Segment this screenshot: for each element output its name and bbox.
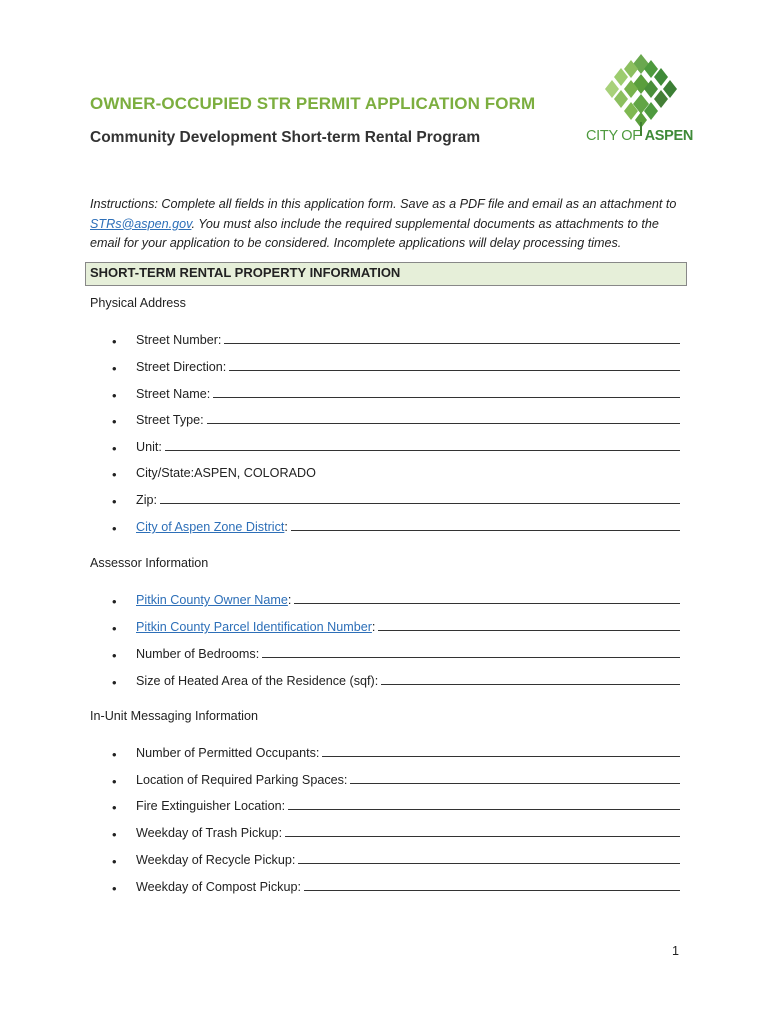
field-input-line[interactable] [262,656,680,658]
form-field-row [112,440,680,458]
form-title: OWNER-OCCUPIED STR PERMIT APPLICATION FORM [90,94,536,113]
form-field-row [112,799,680,817]
instructions-prefix: Instructions: Complete all fields in this application form. Save as a PDF file and email as an attachment to [90,197,677,211]
bullet-icon: • [112,594,117,609]
field-input-line[interactable] [160,502,680,504]
instructions-suffix: . You must also include the required supplemental documents as attachments to the email for your application to be considered. Incomplete applications will delay processing times. [90,216,659,250]
form-field-row [112,746,680,764]
section-title: SHORT-TERM RENTAL PROPERTY INFORMATION [90,265,401,280]
bullet-icon: • [112,621,117,636]
logo-text-light: CITY OF [586,128,645,144]
field-input-line[interactable] [350,782,680,784]
form-field-row [112,593,680,611]
field-input-line[interactable] [291,529,680,531]
field-input-line[interactable] [165,449,680,451]
field-input-line[interactable] [207,422,680,424]
field-input-line[interactable] [285,835,680,837]
form-field-row [112,493,680,511]
field-label: Street Direction: [136,360,227,374]
logo-wordmark [586,128,696,144]
form-subtitle: Community Development Short-term Rental Program [90,129,481,146]
bullet-icon: • [112,827,117,842]
field-label-suffix: : [287,593,292,607]
field-input-line[interactable] [294,602,680,604]
field-label-suffix: : [371,620,376,634]
field-assessor-0 [136,593,680,607]
bullet-icon: • [112,675,117,690]
form-field-row [112,674,680,692]
bullet-icon: • [112,388,117,403]
field-label: Street Type: [136,413,204,427]
field-input-line[interactable] [378,629,680,631]
bullet-icon: • [112,747,117,762]
page-number: 1 [672,944,680,958]
field-label: Street Name: [136,387,211,401]
field-label: Size of Heated Area of the Residence (sqf): [136,674,379,688]
form-field-row [112,466,680,484]
form-field-row [112,387,680,405]
form-field-row [112,647,680,665]
field-input-line[interactable] [304,889,680,891]
bullet-icon: • [112,521,117,536]
bullet-icon: • [112,361,117,376]
field-label-link[interactable]: City of Aspen Zone District [136,520,285,534]
field-messaging-3 [136,826,680,840]
bullet-icon: • [112,648,117,663]
field-input-line[interactable] [224,342,680,344]
bullet-icon: • [112,881,117,896]
logo-text-bold: ASPEN [644,128,694,144]
bullet-icon: • [112,774,117,789]
field-label: Number of Bedrooms: [136,647,260,661]
field-messaging-5 [136,880,680,894]
form-field-row [112,826,680,844]
form-field-row [112,620,680,638]
field-physical-3 [136,413,680,427]
field-physical-0 [136,333,680,347]
bullet-icon: • [112,414,117,429]
email-link[interactable]: STRs@aspen.gov [90,216,192,231]
field-messaging-0 [136,746,680,760]
bullet-icon: • [112,441,117,456]
field-label: City/State: [136,466,195,480]
field-assessor-3 [136,674,680,688]
bullet-icon: • [112,334,117,349]
field-assessor-1 [136,620,680,634]
field-input-line[interactable] [213,396,680,398]
bullet-icon: • [112,494,117,509]
group-heading-messaging: In-Unit Messaging Information [90,709,258,723]
form-field-row [112,360,680,378]
form-field-row [112,880,680,898]
field-physical-7 [136,520,680,534]
field-label-suffix: : [284,520,288,534]
instructions-text [90,195,690,254]
field-label: Weekday of Recycle Pickup: [136,853,296,867]
field-label: Fire Extinguisher Location: [136,799,286,813]
form-field-row [112,853,680,871]
field-label: Zip: [136,493,157,507]
field-physical-2 [136,387,680,401]
form-field-row [112,773,680,791]
field-input-line[interactable] [381,683,680,685]
bullet-icon: • [112,800,117,815]
field-physical-5 [136,466,680,480]
form-field-row [112,413,680,431]
field-messaging-4 [136,853,680,867]
form-field-row [112,520,680,538]
field-physical-4 [136,440,680,454]
field-label: Weekday of Trash Pickup: [136,826,283,840]
field-value: ASPEN, COLORADO [194,466,316,480]
form-field-row [112,333,680,351]
field-physical-6 [136,493,680,507]
field-label: Location of Required Parking Spaces: [136,773,348,787]
group-heading-physical: Physical Address [90,296,186,310]
field-messaging-1 [136,773,680,787]
field-label: Street Number: [136,333,222,347]
field-input-line[interactable] [229,369,680,371]
bullet-icon: • [112,854,117,869]
field-label: Number of Permitted Occupants: [136,746,320,760]
field-messaging-2 [136,799,680,813]
field-label-link[interactable]: Pitkin County Owner Name [136,593,288,607]
field-assessor-2 [136,647,680,661]
field-label: Unit: [136,440,162,454]
field-physical-1 [136,360,680,374]
field-input-line[interactable] [288,808,680,810]
field-label: Weekday of Compost Pickup: [136,880,301,894]
field-input-line[interactable] [322,755,680,757]
group-heading-assessor: Assessor Information [90,556,209,570]
bullet-icon: • [112,467,117,482]
field-input-line[interactable] [298,862,680,864]
field-label-link[interactable]: Pitkin County Parcel Identification Number [136,620,372,634]
